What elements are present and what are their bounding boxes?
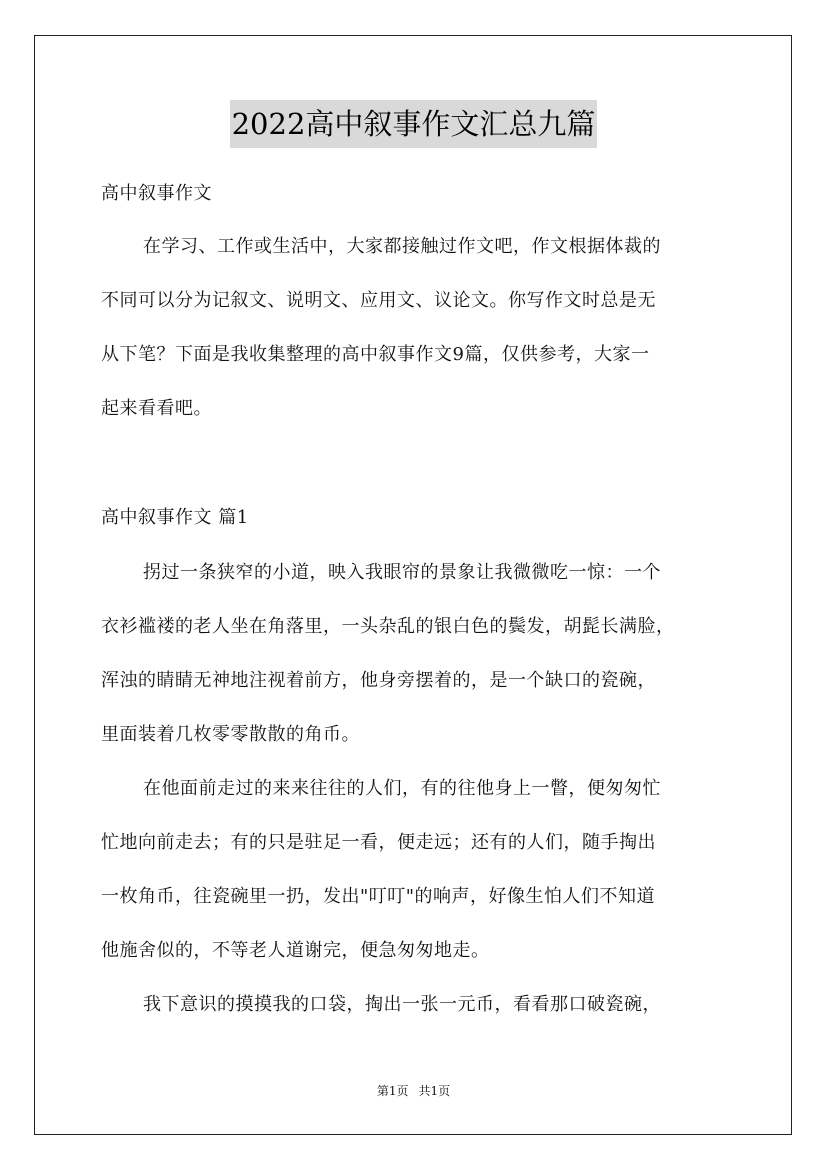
intro-line-2: 不同可以分为记叙文、说明文、应用文、议论文。你写作文时总是无 [101, 290, 656, 311]
article1-heading: 高中叙事作文 篇1 [101, 507, 249, 528]
article1-line-8: 他施舍似的，不等老人道谢完，便急匆匆地走。 [101, 940, 490, 961]
section-heading: 高中叙事作文 [101, 183, 212, 204]
article1-line-6: 忙地向前走去；有的只是驻足一看，便走远；还有的人们，随手掏出 [101, 832, 656, 853]
intro-line-3: 从下笔？下面是我收集整理的高中叙事作文9篇，仅供参考，大家一 [101, 344, 650, 365]
title-container [0, 100, 827, 148]
page-total: 共1页 [418, 1084, 451, 1098]
document-title: 2022高中叙事作文汇总九篇 [230, 100, 598, 148]
intro-line-4: 起来看看吧。 [101, 398, 212, 419]
article1-line-4: 里面装着几枚零零散散的角币。 [101, 724, 360, 745]
intro-line-1: 在学习、工作或生活中，大家都接触过作文吧，作文根据体裁的 [143, 236, 661, 257]
article1-line-5: 在他面前走过的来来往往的人们，有的往他身上一瞥，便匆匆忙 [143, 778, 661, 799]
article1-line-2: 衣衫褴褛的老人坐在角落里，一头杂乱的银白色的鬓发，胡髭长满脸， [101, 616, 675, 637]
article1-line-1: 拐过一条狭窄的小道，映入我眼帘的景象让我微微吃一惊：一个 [143, 562, 661, 583]
page-number: 第1页 [376, 1084, 409, 1098]
article1-line-7: 一枚角币，往瓷碗里一扔，发出"叮叮"的响声，好像生怕人们不知道 [101, 886, 656, 907]
article1-line-9: 我下意识的摸摸我的口袋，掏出一张一元币，看看那口破瓷碗， [143, 994, 661, 1015]
page-footer [0, 1083, 827, 1099]
article1-line-3: 浑浊的睛睛无神地注视着前方，他身旁摆着的，是一个缺口的瓷碗， [101, 670, 656, 691]
